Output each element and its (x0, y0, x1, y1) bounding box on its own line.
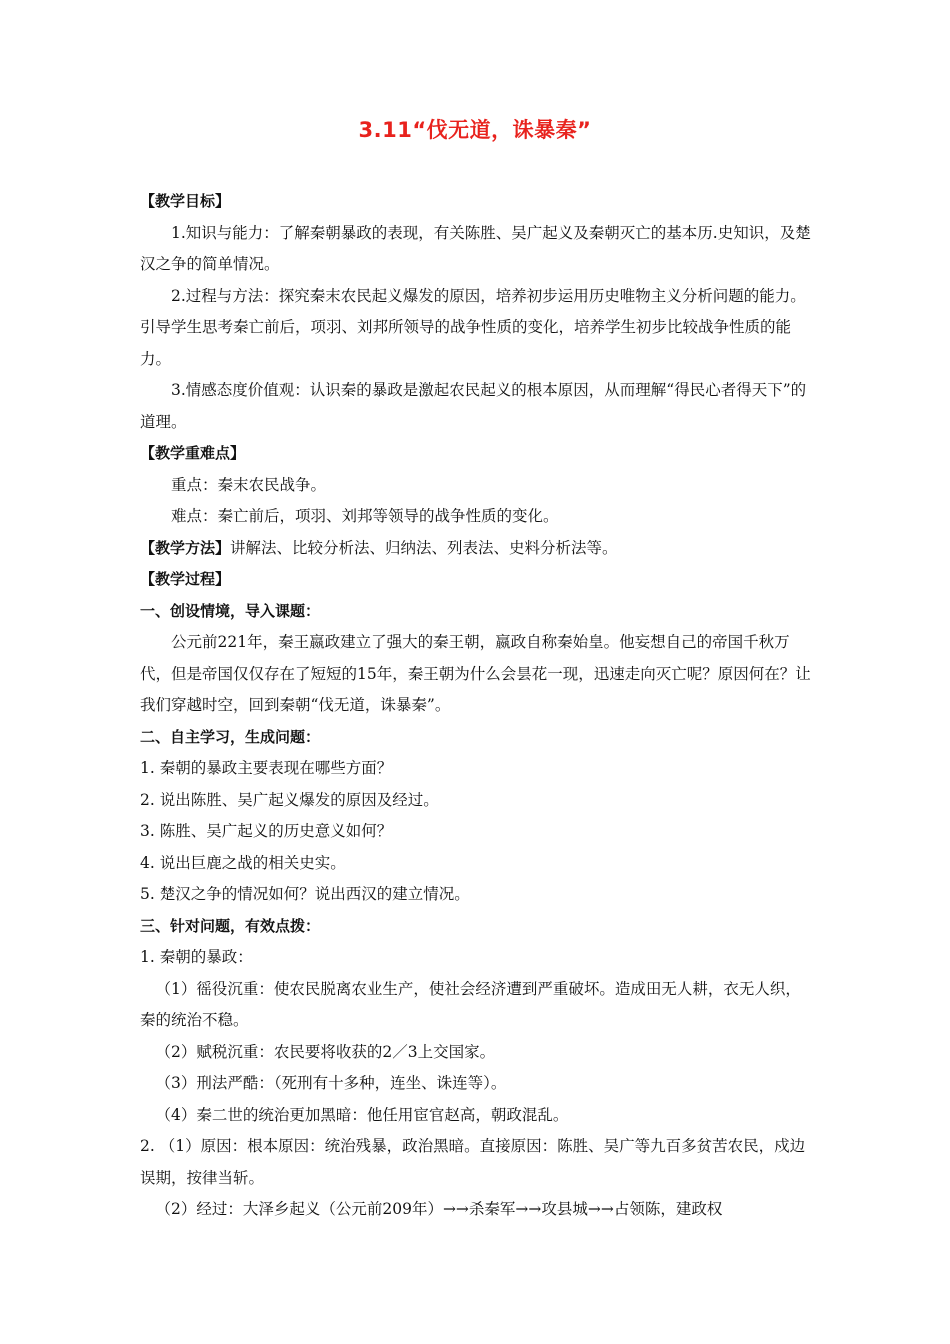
objective-2: 2.过程与方法：探究秦末农民起义爆发的原因，培养初步运用历史唯物主义分析问题的能力。引导学生思考秦亡前后，项羽、刘邦所领导的战争性质的变化，培养学生初步比较战争性质的能力。 (140, 286, 806, 368)
part3-heading: 三、针对问题，有效点拨： (140, 916, 321, 935)
difficult-point: 难点：秦亡前后，项羽、刘邦等领导的战争性质的变化。 (171, 507, 559, 525)
answer-1-item-1: （1）徭役沉重：使农民脱离农业生产，使社会经济遭到严重破坏。造成田无人耕，衣无人织，秦的统治不稳。 (140, 979, 801, 1029)
question-2: 2. 说出陈胜、吴广起义爆发的原因及经过。 (140, 790, 439, 809)
answer-1-item-3: （3）刑法严酷：（死刑有十多种，连坐、诛连等）。 (155, 1074, 507, 1092)
answer-1-heading: 1. 秦朝的暴政： (140, 948, 253, 966)
question-4: 4. 说出巨鹿之战的相关史实。 (140, 853, 346, 872)
document-body (140, 186, 812, 1226)
method-text: 讲解法、比较分析法、归纳法、列表法、史料分析法等。 (230, 538, 618, 557)
part2-heading: 二、自主学习，生成问题： (140, 727, 321, 746)
process-heading: 【教学过程】 (140, 570, 231, 588)
answer-2-item-1: 2. （1）原因：根本原因：统治残暴，政治黑暗。直接原因：陈胜、吴广等九百多贫苦农民，戍边误期，按律当斩。 (140, 1137, 806, 1187)
objectives-heading: 【教学目标】 (140, 192, 231, 210)
part1-text: 公元前221年，秦王嬴政建立了强大的秦王朝，嬴政自称秦始皇。他妄想自己的帝国千秋万代，但是帝国仅仅存在了短短的15年，秦王朝为什么会昙花一现，迅速走向灭亡呢？原因何在？让我们穿越时空，回到秦朝“伐无道，诛暴秦”。 (140, 633, 811, 714)
objective-3: 3.情感态度价值观：认识秦的暴政是激起农民起义的根本原因，从而理解“得民心者得天下”的道理。 (140, 381, 807, 431)
document-title: 3.11“伐无道，诛暴秦” (358, 118, 592, 142)
key-points-heading: 【教学重难点】 (140, 444, 246, 462)
part1-heading: 一、创设情境，导入课题： (140, 601, 321, 620)
question-3: 3. 陈胜、吴广起义的历史意义如何？ (140, 822, 393, 840)
method-paragraph (140, 533, 812, 565)
question-5: 5. 楚汉之争的情况如何？说出西汉的建立情况。 (140, 885, 470, 903)
answer-1-item-4: （4）秦二世的统治更加黑暗：他任用宦官赵高，朝政混乱。 (155, 1105, 569, 1124)
key-point: 重点：秦末农民战争。 (171, 475, 327, 494)
answer-1-item-2: （2）赋税沉重：农民要将收获的2／3上交国家。 (155, 1042, 496, 1061)
answer-2-item-2: （2）经过：大泽乡起义（公元前209年）→→杀秦军→→攻县城→→占领陈，建政权 (155, 1200, 723, 1218)
method-heading: 【教学方法】 (140, 538, 231, 557)
objective-1: 1.知识与能力：了解秦朝暴政的表现，有关陈胜、吴广起义及秦朝灭亡的基本历.史知识，及楚汉之争的简单情况。 (140, 223, 811, 273)
question-1: 1. 秦朝的暴政主要表现在哪些方面？ (140, 759, 393, 777)
